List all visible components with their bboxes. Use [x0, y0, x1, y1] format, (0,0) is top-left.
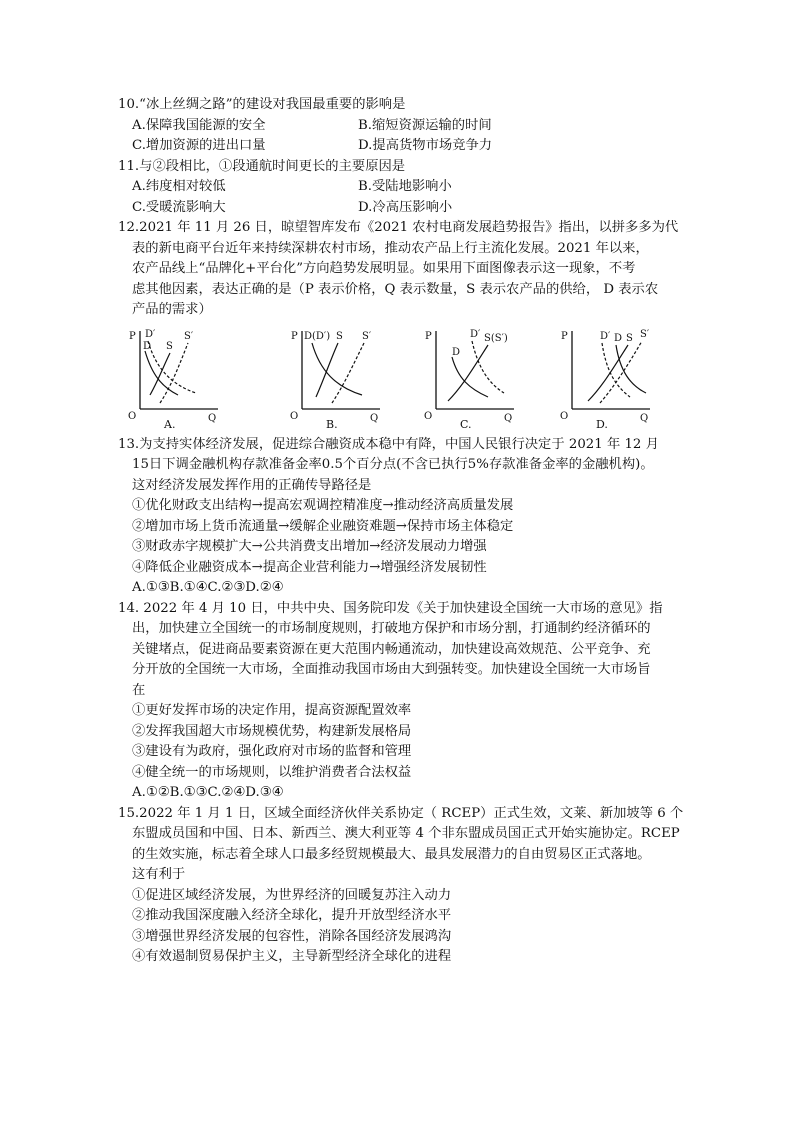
question-11: [118, 157, 678, 219]
axis-label-q: Q: [640, 412, 649, 424]
graph-c: [422, 327, 518, 431]
question-stem-line: 关键堵点，促进商品要素资源在更大范围内畅通流动，加快建设高效规范、公平竞争、充: [132, 641, 651, 657]
graph-b: [288, 327, 384, 431]
curve-label-s-and-s-prime: S(S′): [484, 332, 508, 344]
curve-label-d-and-d-prime: D(D′): [304, 330, 331, 342]
supply-demand-graphs: [118, 327, 678, 431]
question-stem-line: 分开放的全国统一大市场，全面推动我国市场由大到强转变。加快建设全国统一大市场旨: [132, 662, 651, 677]
statement-item: ③增强世界经济发展的包容性，消除各国经济发展鸿沟: [132, 928, 452, 944]
curve-label-s-prime: S′: [640, 328, 650, 340]
curve-label-d-prime: D′: [470, 328, 481, 340]
exam-page: [118, 95, 684, 968]
option-a: A.保障我国能源的安全: [132, 117, 266, 133]
option-c: C.受暖流影响大: [132, 199, 226, 215]
axis-label-p: P: [425, 330, 432, 342]
question-stem-line: 产品的需求）: [132, 302, 212, 317]
question-14: [118, 599, 678, 804]
curve-label-d: D: [452, 346, 461, 358]
question-stem-line: 15.2022 年 1 月 1 日，区域全面经济伙伴关系协定（ RCEP）正式生效，文莱、新加坡等 6 个: [118, 805, 684, 821]
question-stem-line: 12.2021 年 11 月 26 日，晾望智库发布《2021 农村电商发展趋势报告》指出，以拼多多为代: [118, 220, 679, 235]
graph-caption: C.: [460, 417, 472, 431]
statement-item: ③财政赤字规模扩大→公共消费支出增加→经济发展动力增强: [132, 539, 487, 554]
demand-curve-d-prime: [472, 341, 504, 393]
option-c: C.增加资源的进出口量: [132, 138, 266, 153]
statement-item: ①更好发挥市场的决定作用，提高资源配置效率: [132, 703, 412, 718]
curve-label-s-prime: S′: [362, 330, 372, 342]
option-row: [118, 136, 678, 157]
demand-curve-d-prime: [602, 343, 630, 397]
statement-item: ①促进区域经济发展，为世界经济的回暖复苏注入动力: [132, 887, 452, 903]
answer-choices: A.①③B.①④C.②③D.②④: [132, 580, 284, 595]
question-stem-line: 农产品线上“品牌化+平台化”方向趋势发展明显。如果用下面图像表示这一现象，不考: [132, 261, 636, 276]
graph-d: [558, 327, 654, 431]
question-13: [118, 435, 678, 599]
origin-label: O: [290, 410, 299, 422]
statement-item: ②增加市场上货币流通量→缓解企业融资难题→保持市场主体稳定: [132, 518, 514, 534]
answer-choices: A.①②B.①③C.②④D.③④: [132, 785, 284, 800]
statement-item: ②发挥我国超大市场规模优势，构建新发展格局: [132, 723, 412, 739]
question-stem-line: 的生效实施，标志着全球人口最多经贸规模最大、最具发展潜力的自由贸易区正式落地。: [132, 846, 651, 862]
graph-caption: B.: [326, 417, 338, 431]
option-b: B.缩短资源运输的时间: [358, 117, 492, 133]
question-stem-line: 这对经济发展发挥作用的正确传导路径是: [132, 477, 372, 493]
axis-label-q: Q: [208, 412, 217, 424]
graph-caption: D.: [596, 417, 608, 431]
question-stem: 11.与②段相比，①段通航时间更长的主要原因是: [118, 158, 406, 174]
supply-curve-s-prime: [600, 341, 642, 403]
curve-label-d: D: [143, 340, 152, 352]
question-stem-line: 这有利于: [132, 867, 186, 882]
axis-label-p: P: [129, 330, 136, 342]
statement-item: ④健全统一的市场规则，以维护消费者合法权益: [132, 764, 412, 780]
curve-label-s: S: [166, 340, 173, 352]
statement-item: ①优化财政支出结构→提高宏观调控精准度→推动经济高质量发展: [132, 498, 514, 513]
question-stem-line: 出，加快建立全国统一的市场制度规则，打破地方保护和市场分割，打通制约经济循环的: [132, 621, 651, 636]
statement-item: ④降低企业融资成本→提高企业营利能力→增强经济发展韧性: [132, 559, 487, 575]
option-row: [118, 177, 678, 198]
question-stem-line: 13.为支持实体经济发展，促进综合融资成本稳中有降，中国人民银行决定于 2021 年 12 月: [118, 436, 659, 452]
question-15: [118, 804, 684, 968]
demand-curve-d: [312, 343, 362, 395]
question-stem-line: 表的新电商平台近年来持续深耕农村市场，推动农产品上行主流化发展。2021 年以来，: [132, 240, 649, 256]
axis-label-p: P: [291, 330, 298, 342]
curve-label-s: S: [336, 330, 343, 342]
supply-curve-s: [316, 343, 338, 397]
option-d: D.提高货物市场竞争力: [358, 138, 493, 153]
option-row: [118, 198, 678, 219]
option-a: A.纬度相对较低: [132, 179, 226, 194]
option-d: D.冷高压影响小: [358, 199, 453, 215]
question-stem: 10.“冰上丝绸之路”的建设对我国最重要的影响是: [118, 97, 406, 112]
demand-curve-d: [616, 345, 646, 393]
curve-label-s: S: [626, 332, 633, 344]
graph-a: [126, 327, 222, 431]
question-stem-line: 虑其他因素，表达正确的是（P 表示价格，Q 表示数量，S 表示农产品的供给， D 表示农: [132, 281, 659, 297]
statement-item: ④有效遏制贸易保护主义，主导新型经济全球化的进程: [132, 949, 452, 964]
option-b: B.受陆地影响小: [358, 179, 452, 194]
axis-label-q: Q: [370, 412, 379, 424]
question-12: [118, 218, 678, 431]
curve-label-d-prime: D′: [145, 328, 156, 340]
graph-caption: A.: [164, 417, 176, 431]
question-stem-line: 东盟成员国和中国、日本、新西兰、澳大利亚等 4 个非东盟成员国正式开始实施协定。RCEP: [132, 826, 680, 841]
option-row: [118, 116, 678, 137]
origin-label: O: [560, 410, 569, 422]
question-stem-line: 14. 2022 年 4 月 10 日，中共中央、国务院印发《关于加快建设全国统一大市场的意见》指: [118, 600, 663, 616]
question-stem-line: 在: [132, 682, 146, 698]
axis-label-p: P: [561, 330, 568, 342]
curve-label-d: D: [614, 332, 623, 344]
origin-label: O: [424, 410, 433, 422]
curve-label-d-prime: D′: [600, 330, 611, 342]
question-stem-line: 15日下调金融机构存款准备金率0.5个百分点(不含已执行5%存款准备金率的金融机构)。: [132, 457, 654, 472]
origin-label: O: [128, 410, 137, 422]
axis-label-q: Q: [504, 412, 513, 424]
question-10: [118, 95, 678, 157]
statement-item: ③建设有为政府，强化政府对市场的监督和管理: [132, 744, 412, 759]
statement-item: ②推动我国深度融入经济全球化，提升开放型经济水平: [132, 908, 452, 923]
curve-label-s-prime: S′: [184, 330, 194, 342]
